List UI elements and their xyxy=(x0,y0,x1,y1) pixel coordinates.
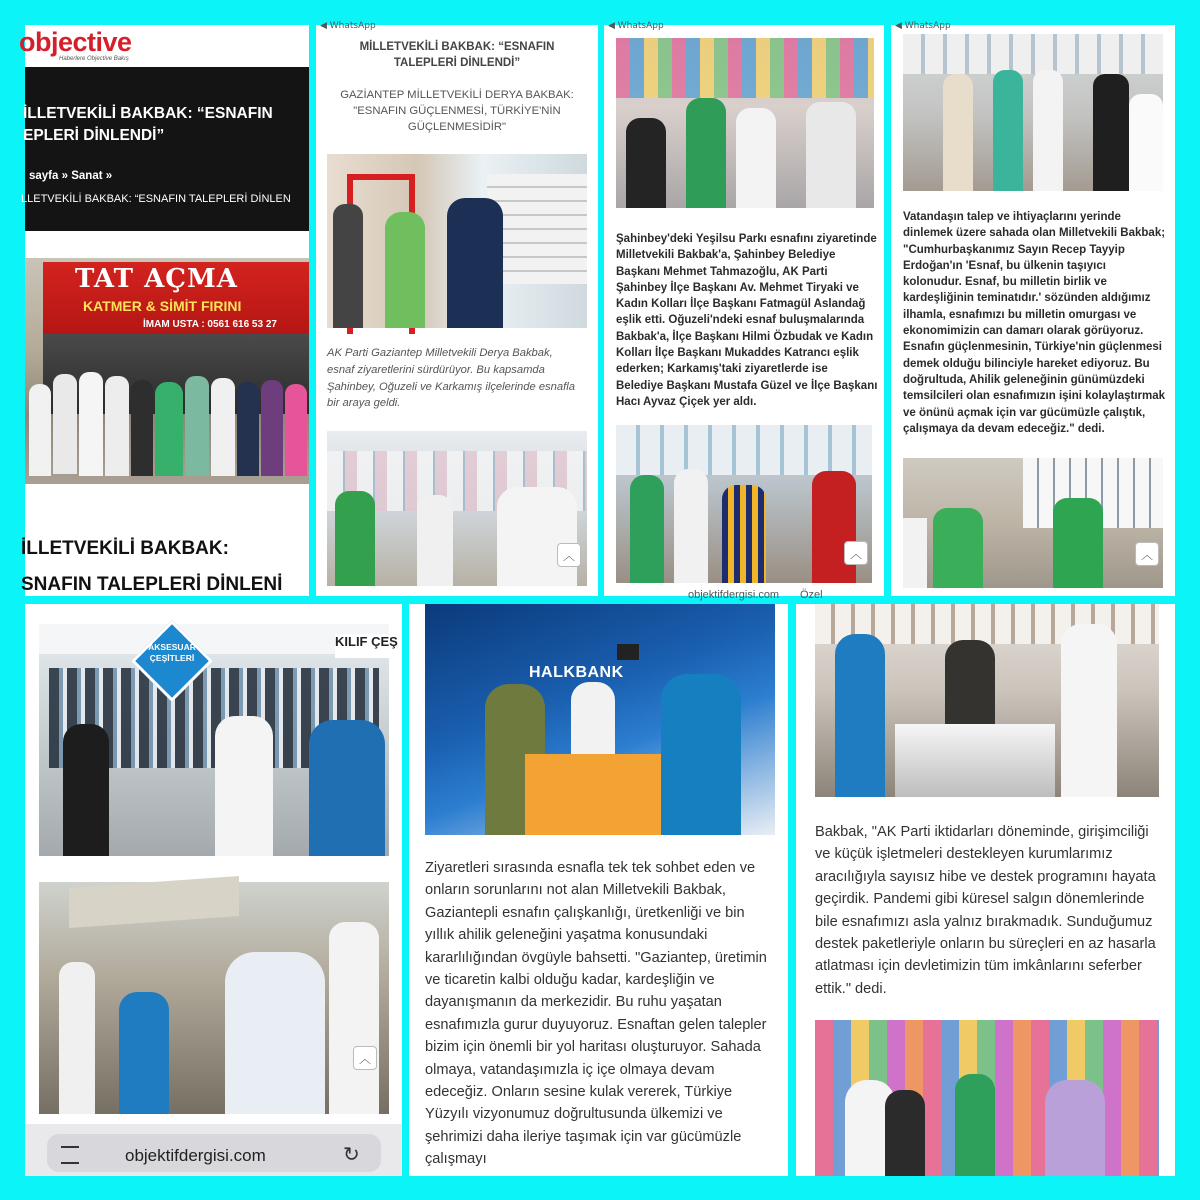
logo-tagline: Haberlere Objective Bakış xyxy=(59,56,129,62)
photo-street-handshake xyxy=(39,882,389,1114)
panel-quote xyxy=(891,21,1175,596)
dark-title-block xyxy=(21,67,309,231)
photo-pharmacy-visit xyxy=(327,431,587,586)
breadcrumb-current: LLETVEKİLİ BAKBAK: “ESNAFIN TALEPLERİ DİNLEN xyxy=(21,193,291,205)
article-title xyxy=(21,531,313,603)
accessory-sign-line-1: AKSESUAR xyxy=(148,642,196,652)
article-body: Bakbak, "AK Parti iktidarları döneminde, girişimciliği ve küçük işletmeleri destekleyen kurumlarımız aracılığıyla sayısız hibe ve destek programını hayata geçirdik. Pandemi gibi küresel salgın dönemlerinde bile esnafımızı asla yalnız bırakmadık. Sunduğumuz destek paketleriyle onların bu süreçleri en az hasarla atlatması için devletimizin tüm imkânlarını seferber ettik." dedi. xyxy=(815,824,1156,997)
headline-line-1: İLLETVEKİLİ BAKBAK: “ESNAFIN xyxy=(23,105,273,122)
sign-main-text: TAT AÇMA xyxy=(75,264,238,294)
photo-greeting-crowd xyxy=(616,425,872,583)
headline xyxy=(23,103,313,147)
article-title-line-2: SNAFIN TALEPLERİ DİNLENİ xyxy=(21,574,283,595)
scroll-up-button[interactable] xyxy=(1135,542,1159,566)
article-body: Vatandaşın talep ve ihtiyaçlarını yerinde dinlemek üzere sahada olan Milletvekili Bakbak; "Cumhurbaşkanımız Sayın Recep Tayyip Erdoğan'ın 'Esnaf, bu ülkenin taşıyıcı kolonudur. Esnaf, bu milletin birlik ve kardeşliğinin teminatıdır.' sözünden aldığımız ilhamla, esnafımızı bu milletin omurgası ve ekonomimizin can damarı olarak görüyoruz. Esnafın güçlenmesinin, Türkiye'nin güçlenmesi demek olduğu bilinciyle hareket ediyoruz. Bu doğrultuda, Ahilik geleneğinin günümüzdeki temsilcileri olan esnafımızın işini kolaylaştırmak ve önünü açmak için var gücümüzle çalıştık, çalışmaya da devam edeceğiz." dedi. xyxy=(903,211,1166,435)
shop-sign xyxy=(43,262,309,334)
scroll-up-icon: ︿ xyxy=(358,1051,371,1066)
article-body: Şahinbey'deki Yeşilsu Parkı esnafını ziyaretinde Milletvekili Bakbak'a, Şahinbey Belediye Başkanı Mehmet Tahmazoğlu, AK Parti Şahinbey İlçe Başkanı Av. Mehmet Tiryaki ve Kadın Kolları İlçe Başkanı Fatmagül Aslandağ eşlik etti. Oğuzeli'ndeki esnaf buluşmalarında Bakbak'a, İlçe Başkanı Hilmi Özbudak ve Kadın Kolları İlçe Başkanı Mukaddes Katrancı eşlik ederken; Karkamış'taki ziyaretlerde ise Belediye Başkanı Mustafa Güzel ve İlçe Başkanı Hacı Ayvaz Çiçek yer aldı. xyxy=(616,233,878,408)
case-shop-sign: KILIF ÇEŞ xyxy=(335,634,389,658)
photo-halkbank-branch xyxy=(425,604,775,835)
panel-halkbank xyxy=(409,604,788,1176)
photo-handshake-market xyxy=(327,154,587,328)
photo-yarn-shop xyxy=(815,1020,1159,1176)
site-footer-url: objektifdergisi.com xyxy=(688,589,780,601)
reload-icon[interactable]: ↻ xyxy=(343,1144,360,1166)
breadcrumb-separator: » xyxy=(61,170,69,182)
panel-support xyxy=(796,604,1175,1176)
site-header xyxy=(19,25,309,67)
scroll-up-icon: ︿ xyxy=(562,548,575,563)
headline-line-2: EPLERİ DİNLENDİ” xyxy=(23,127,165,144)
reader-mode-icon[interactable] xyxy=(61,1146,79,1164)
crowd xyxy=(25,354,309,484)
whatsapp-back-link[interactable]: ◀ WhatsApp xyxy=(608,21,664,31)
scroll-up-icon: ︿ xyxy=(1140,547,1153,562)
article-title: MİLLETVEKİLİ BAKBAK: “ESNAFIN TALEPLERİ DİNLENDİ” xyxy=(359,41,555,69)
photo-accessory-shop xyxy=(39,624,398,856)
sign-phone: İMAM USTA : 0561 616 53 27 xyxy=(143,319,277,330)
panel-article-intro xyxy=(316,21,598,596)
breadcrumb-link-sanat[interactable]: Sanat xyxy=(71,170,103,182)
panel-escort-list xyxy=(604,21,884,601)
photo-jewelry-shop xyxy=(815,604,1159,797)
photo-group-shop xyxy=(903,34,1163,191)
site-logo[interactable]: objective xyxy=(19,27,132,57)
photo-counter-handshake xyxy=(903,458,1163,588)
bank-logo: HALKBANK xyxy=(529,664,624,681)
scroll-up-button[interactable] xyxy=(557,543,581,567)
photo-textile-shop xyxy=(616,38,874,208)
panel-photos-phone-shop xyxy=(25,604,402,1176)
article-subtitle: GAZİANTEP MİLLETVEKİLİ DERYA BAKBAK: "ESNAFIN GÜÇLENMESİ, TÜRKİYE'NİN GÜÇLENMESİDİR" xyxy=(340,89,574,133)
scroll-up-button[interactable] xyxy=(353,1046,377,1070)
panel-article-header xyxy=(19,25,309,596)
browser-address-bar xyxy=(25,1124,402,1176)
site-footer-right: Özel xyxy=(800,589,823,601)
url-text: objektifdergisi.com xyxy=(125,1146,266,1165)
photo-caption: AK Parti Gaziantep Milletvekili Derya Bakbak, esnaf ziyaretlerini sürdürüyor. Bu kapsamda Şahinbey, Oğuzeli ve Karkamış ilçelerinde esnafla bir araya geldi. xyxy=(327,347,575,410)
whatsapp-back-link[interactable]: ◀ WhatsApp xyxy=(895,21,951,31)
photo-shop-opening xyxy=(25,258,309,484)
scroll-up-icon: ︿ xyxy=(849,546,862,561)
article-title-line-1: İLLETVEKİLİ BAKBAK: xyxy=(21,538,229,559)
article-body: Ziyaretleri sırasında esnafla tek tek sohbet eden ve onların sorunlarını not alan Milletvekili Bakbak, Gaziantepli esnafın çalışkanlığı, üretkenliği ve bin yıllık ahilik geleneğini yaşatma konusundaki kararlılığından övgüyle bahsetti. "Gaziantep, üretimin ve ticaretin kalbi olduğu kadar, kardeşliğin ve dayanışmanın da merkezidir. Bu ruhu yaşatan esnafımızla gurur duyuyoruz. Esnaftan gelen talepler bizim için önemli bir yol haritası oluşturuyor. Sahada olmaya, vatandaşımızla iç içe olmaya devam edeceğiz. Onların sesine kulak vererek, Türkiye Yüzyılı vizyonumuz doğrultusunda ülkemizi ve şehrimizi daha ileriye taşımak için var gücümüzle çalışmayı xyxy=(425,860,767,1168)
breadcrumb-link-sayfa[interactable]: sayfa xyxy=(29,170,59,182)
whatsapp-back-link[interactable]: ◀ WhatsApp xyxy=(320,21,376,31)
breadcrumb-separator: » xyxy=(105,170,113,182)
accessory-sign-line-2: ÇEŞİTLERİ xyxy=(149,653,195,663)
scroll-up-button[interactable] xyxy=(844,541,868,565)
breadcrumb xyxy=(29,170,112,182)
sign-sub-text: KATMER & SİMİT FIRINI xyxy=(83,298,242,314)
